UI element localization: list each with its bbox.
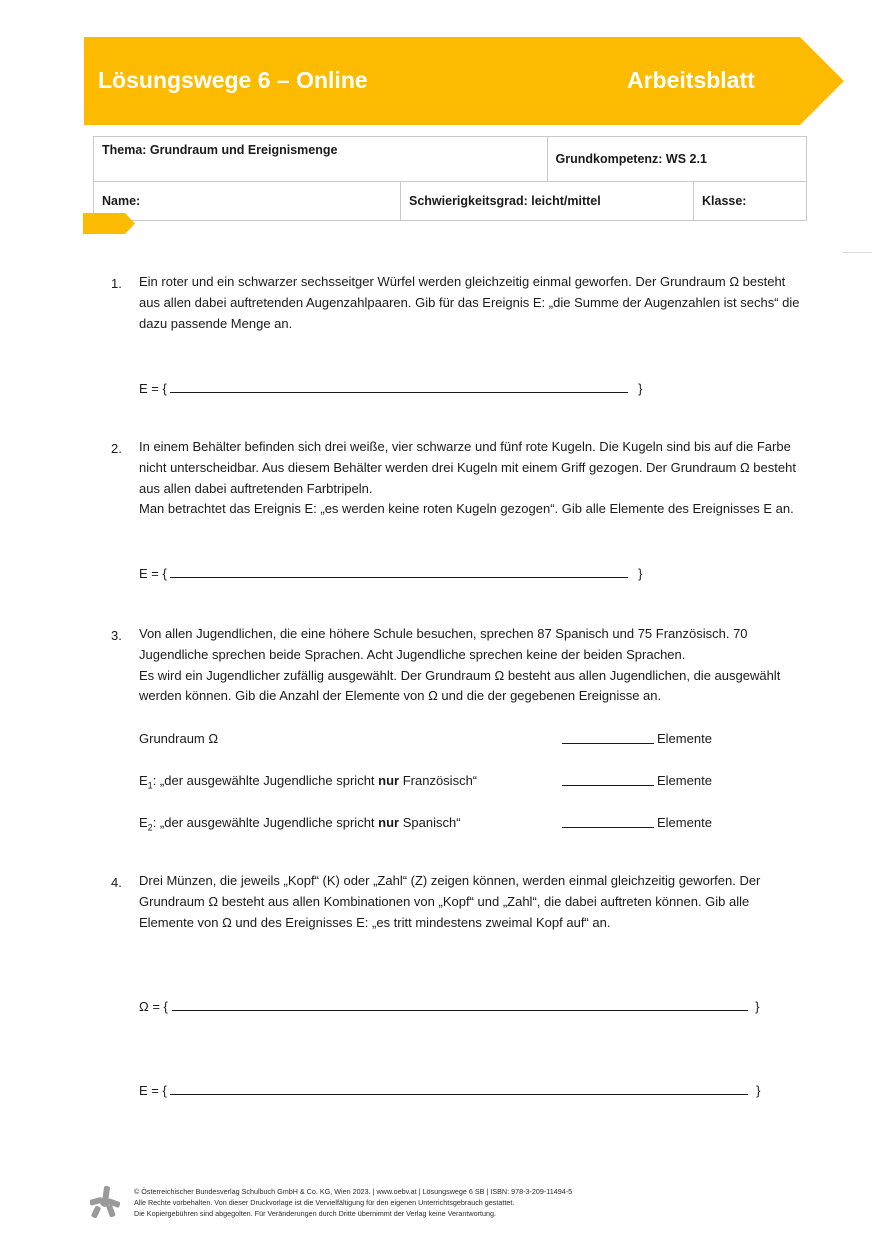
count-label: [139, 815, 461, 833]
event-text: : „der ausgewählte Jugendliche spricht: [152, 815, 379, 830]
event-subscript: 1: [147, 780, 153, 791]
copyright-line-2: Alle Rechte vorbehalten. Von dieser Druckvorlage ist die Vervielfältigung für den eigenen Unterrichtsgebrauch gestattet.: [134, 1198, 515, 1208]
event-symbol: E: [139, 815, 148, 830]
count-unit: Elemente: [657, 773, 712, 788]
header-banner: [84, 37, 844, 125]
count-label: [139, 773, 477, 791]
task-3-text: [139, 624, 807, 707]
task-4-paragraph: Drei Münzen, die jeweils „Kopf“ (K) oder „Zahl“ (Z) zeigen können, werden einmal gleichzeitig geworfen. Der Grundraum Ω besteht aus allen Kombinationen von „Kopf“ und „Zahl“, die dabei auftreten können. Gib alle Elemente von Ω und des Ereignisses E: „es tritt mindestens zweimal Kopf auf“ an.: [139, 873, 761, 930]
count-blank[interactable]: [562, 785, 654, 786]
name-cell: Name:: [94, 182, 401, 221]
series-title: Lösungswege 6 – Online: [98, 67, 368, 93]
task-4-answer-omega: [139, 998, 759, 1014]
count-unit: Elemente: [657, 815, 712, 830]
copyright-line-3: Die Kopiergebühren sind abgegolten. Für Veränderungen durch Dritte übernimmt der Verlag keine Verantwortung.: [134, 1209, 496, 1219]
margin-rule: [842, 252, 872, 253]
yellow-tab-marker: [83, 213, 135, 234]
event-subscript: 2: [147, 822, 153, 833]
event-text-end: Französisch“: [399, 773, 478, 788]
copyright-line-1: © Österreichischer Bundesverlag Schulbuch GmbH & Co. KG, Wien 2023. | www.oebv.at | Lösungswege 6 SB | ISBN: 978-3-209-11494-5: [134, 1187, 573, 1196]
answer-suffix: }: [638, 381, 643, 396]
info-table: [93, 136, 807, 221]
answer-prefix: E = {: [139, 381, 167, 396]
answer-prefix: E = {: [139, 566, 167, 581]
count-label: [139, 731, 218, 746]
task-1-answer: [139, 380, 642, 396]
task-2-text: [139, 437, 807, 520]
task-2-number: 2.: [111, 441, 122, 456]
task-3-paragraph-2: Es wird ein Jugendlicher zufällig ausgewählt. Der Grundraum Ω besteht aus allen Jugendlichen, die ausgewählt werden können. Gib die Anzahl der Elemente von Ω und die der gegebenen Ereignisse an.: [139, 667, 781, 704]
task-1-number: 1.: [111, 276, 122, 291]
task-1-text: [139, 272, 807, 334]
task-2-answer: [139, 565, 642, 581]
competence-cell: Grundkompetenz: WS 2.1: [547, 137, 807, 182]
count-blank[interactable]: [562, 743, 654, 744]
topic-cell: Thema: Grundraum und Ereignismenge: [94, 137, 548, 182]
difficulty-cell: Schwierigkeitsgrad: leicht/mittel: [401, 182, 694, 221]
task-2-paragraph-1: In einem Behälter befinden sich drei weiße, vier schwarze und fünf rote Kugeln. Die Kugeln sind bis auf die Farbe nicht unterscheidbar. Aus diesem Behälter werden drei Kugeln mit einem Griff gezogen. Der Grundraum Ω besteht aus allen dabei auftretenden Farbtripeln.: [139, 439, 796, 496]
task-1-paragraph: Ein roter und ein schwarzer sechsseitger Würfel werden gleichzeitig einmal geworfen. Der Grundraum Ω besteht aus allen dabei auftretenden Augenzahlpaaren. Gib für das Ereignis E: „die Summe der Augenzahlen ist sechs“ die dazu passende Menge an.: [139, 274, 800, 331]
class-cell: Klasse:: [694, 182, 807, 221]
answer-blank[interactable]: [170, 1082, 748, 1095]
answer-blank[interactable]: [170, 565, 628, 578]
answer-blank[interactable]: [170, 380, 628, 393]
task-3-paragraph-1: Von allen Jugendlichen, die eine höhere Schule besuchen, sprechen 87 Spanisch und 75 Französisch. 70 Jugendliche sprechen beide Sprachen. Acht Jugendliche sprechen keine der beiden Sprachen.: [139, 626, 748, 662]
task-4-answer-e: [139, 1082, 760, 1098]
answer-prefix: Ω = {: [139, 999, 168, 1014]
copyright-notice: [134, 1186, 694, 1220]
answer-suffix: }: [638, 566, 643, 581]
event-emphasis: nur: [378, 773, 400, 788]
task-2-paragraph-2: Man betrachtet das Ereignis E: „es werden keine roten Kugeln gezogen“. Gib alle Elemente des Ereignisses E an.: [139, 501, 794, 517]
answer-blank[interactable]: [172, 998, 748, 1011]
task-4-text: [139, 871, 807, 933]
event-text-end: Spanisch“: [399, 815, 461, 830]
count-blank[interactable]: [562, 827, 654, 828]
answer-prefix: E = {: [139, 1083, 167, 1098]
event-symbol: E: [139, 773, 148, 788]
count-label-text: Grundraum Ω: [139, 731, 219, 746]
event-text: : „der ausgewählte Jugendliche spricht: [152, 773, 379, 788]
task-3-number: 3.: [111, 628, 122, 643]
answer-suffix: }: [755, 999, 760, 1014]
answer-suffix: }: [756, 1083, 761, 1098]
worksheet-label: Arbeitsblatt: [627, 67, 755, 93]
event-emphasis: nur: [378, 815, 400, 830]
count-unit: Elemente: [657, 731, 712, 746]
publisher-logo-icon: [90, 1186, 120, 1218]
task-4-number: 4.: [111, 875, 122, 890]
